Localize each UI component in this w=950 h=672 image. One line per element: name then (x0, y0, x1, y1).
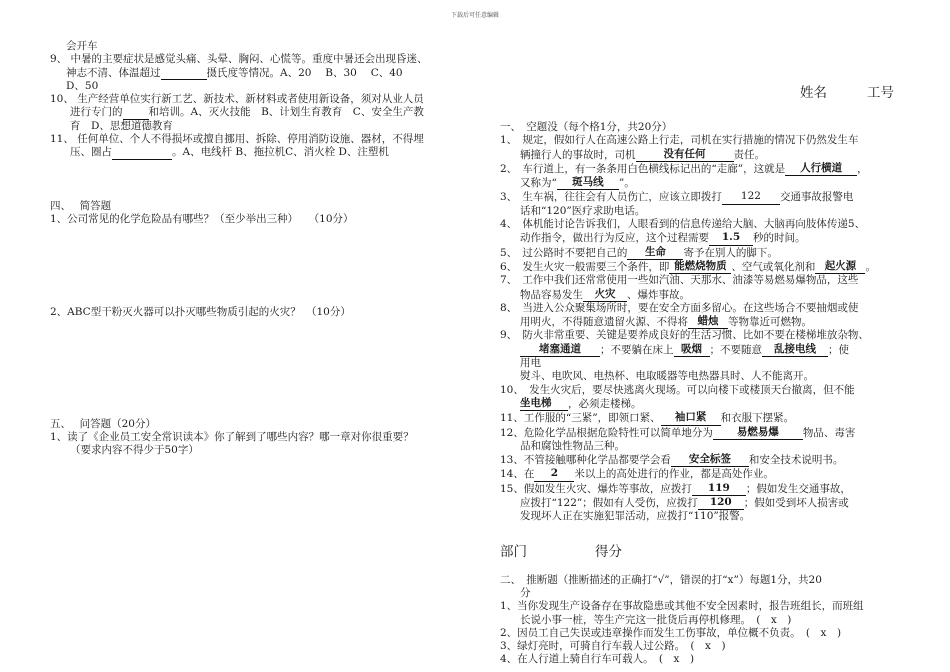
left-q10-line2: 进行专门的 和培训。A、灭火技能 B、计划生育教育 C、安全生产教 (70, 106, 424, 119)
q6-line: 6、 发生火灾一般需要三个条件，即 能燃烧物质 、空气或氧化剂和 起火源 。 (500, 259, 876, 273)
s5-question1-line2: （要求内容不得少于50字） (70, 444, 199, 457)
left-q11-line1: 11、 任何单位、个人不得损坏或擅自挪用、拆除、停用消防设施、器材，不得埋 (50, 133, 424, 146)
left-q9-line2: 神志不清、体温超过 摄氏度等情况。A、20 B、30 C、40 (66, 66, 403, 79)
q2-line1: 2、 车行道上，有一条条用白色横线标记出的“走廊”，这就是 人行横道 ， (500, 161, 868, 175)
q5-line: 5、 过公路时不要把自己的 生命 寄予在别人的脚下。 (500, 245, 778, 259)
section1-title: 一、 空题没（每个格1分，共20分） (500, 121, 673, 133)
section4-title: 四、 简答题 (50, 199, 112, 212)
q10-line1: 10、 发生火灾后，要尽快逃离火现场。可以向楼下或楼顶天台撤离，但不能 (500, 383, 855, 396)
q4-line2: 动作指令，做出行为反应，这个过程需要 1.5 秒的时间。 (520, 231, 806, 245)
q4-line1: 4、 体机能讨论告诉我们，人眼看到的信息传递给大脑、大脑再向肢体传递5、 (500, 218, 866, 231)
q14-answer[interactable]: 2 (534, 467, 574, 481)
q3-answer[interactable]: 122 (722, 190, 780, 204)
answer-blank[interactable] (123, 108, 149, 120)
tf4-line: 4、在人行道上骑自行车可载人。 ( x ) (500, 653, 695, 666)
q7-line1: 7、 工作中我们还常常使用一些如汽油、天那水、油漆等易燃易爆物品，这些 (500, 274, 859, 287)
q15-line2: 应拨打“122”；假如有人受伤，应拨打 120 ；假如受到坏人损害或 (520, 496, 849, 510)
name-label: 姓名 (800, 85, 827, 101)
score-label: 得分 (595, 543, 622, 560)
section5-title: 五、 问答题（20分） (50, 417, 156, 430)
s5-question1-line1: 1、读了《企业员工安全常识读本》你了解到了哪些内容？哪一章对你很重要？ (50, 430, 414, 443)
dept-label: 部门 (500, 543, 527, 560)
page-header: 下载后可任意编辑 (450, 12, 499, 19)
q5-answer[interactable]: 生命 (627, 246, 683, 260)
q10-answer[interactable]: 坐电梯 (520, 397, 568, 411)
q2-answer1[interactable]: 人行横道 (785, 162, 857, 176)
id-label: 工号 (867, 85, 894, 101)
q1-answer[interactable]: 没有任何 (636, 148, 734, 162)
right-column (500, 40, 910, 667)
left-q10-line1: 10、 生产经营单位实行新工艺、新技术、新材料或者使用新设备，须对从业人员 (50, 93, 424, 106)
q3-line2: 话和“120”医疗求助电话。 (520, 204, 646, 217)
q15-answer1[interactable]: 119 (692, 482, 746, 496)
q2-answer2[interactable]: 斑马线 (557, 176, 619, 190)
q15-line1: 15、假如发生火灾、爆炸等事故，应拨打 119 ；假如发生交通事故， (500, 481, 851, 495)
tf1-line1: 1、当你发现生产设备存在事故隐患或其他不安全因素时，报告班组长，而班组 (500, 600, 864, 613)
q9-line2: 堵塞通道 ；不要躺在床上 吸烟 ；不要随意 乱接电线 ；使 (500, 343, 910, 357)
tf3-line: 3、绿灯亮时，可骑自行车载人过公路。 ( x ) (500, 640, 726, 653)
dept-score-row (500, 540, 910, 560)
left-q10-line3: 育 D、思想道德教育 (70, 119, 173, 132)
q3-line1: 3、 生车祸，往往会有人员伤亡，应该立即拨打 122 交通事故报警电 (500, 190, 854, 204)
q2-line2: 又称为“ 斑马线 ”。 (520, 176, 635, 190)
s4-question1: 1、公司常见的化学危险品有哪些？（至少举出三种） （10分） (50, 212, 354, 225)
q9-line4: 熨斗、电吹风、电热杯、电取暖器等电热器具时、人不能离开。 (520, 370, 814, 383)
answer-blank[interactable] (112, 148, 172, 160)
q9-line3: 用电 (520, 357, 541, 370)
q1-line1: 1、 规定，假如行人在高速公路上行走，司机在实行措施的情况下仍然发生车 (500, 134, 859, 147)
left-q9-line1: 9、 中暑的主要症状是感觉头痛、头晕、胸闷、心慌等。重度中暑还会出现昏迷、 (50, 53, 428, 66)
q9-answer1[interactable]: 堵塞通道 (520, 343, 600, 357)
left-column (50, 40, 450, 457)
q6-answer1[interactable]: 能燃烧物质 (669, 260, 731, 274)
section2-title-line1: 二、 推断题（推断描述的正确打“√”，错误的打“x”）每题1分，共20 (500, 573, 822, 586)
q7-line2: 物品容易发生 火灾 、爆炸事故。 (520, 287, 690, 301)
q12-answer[interactable]: 易燃易爆 (713, 426, 803, 440)
tf1-line2: 长说小事一桩，等生产完这一批货后再停机修理。 ( x ) (520, 613, 792, 626)
q13-line: 13、不管接触哪种化学品都要学会看 安全标签 和安全技术说明书。 (500, 453, 844, 467)
q13-answer[interactable]: 安全标签 (671, 453, 749, 467)
q15-answer2[interactable]: 120 (698, 496, 744, 510)
q9-answer3[interactable]: 乱接电线 (762, 343, 828, 357)
section2-title-line2: 分 (520, 586, 531, 599)
q11-answer[interactable]: 袖口紧 (661, 411, 721, 425)
left-q9-line3: D、50 (66, 79, 99, 92)
q7-answer[interactable]: 火灾 (583, 288, 627, 302)
q12-line1: 12、危险化学品根据危险特性可以简单地分为 易燃易爆 物品、毒害 (500, 425, 856, 439)
q9-answer2[interactable]: 吸烟 (674, 343, 710, 357)
q12-line2: 品和腐蚀性物品三种。 (520, 439, 625, 452)
q8-tail: 会开车 (66, 40, 98, 52)
q6-answer2[interactable]: 起火源 (815, 260, 865, 274)
left-q11-line2: 压、圈占 。A、电线杆 B、拖拉机C、消火栓 D、注塑机 (70, 146, 389, 159)
q10-line2: 坐电梯 ，必须走楼梯。 (520, 396, 642, 410)
s4-question2: 2、ABC型干粉灭火器可以扑灭哪些物质引起的火灾？ （10分） (50, 306, 351, 319)
name-id-row (800, 81, 910, 101)
q15-line3: 发现坏人正在实施犯罪活动，应拨打“110”报警。 (520, 510, 751, 523)
q9-line1: 9、 防火非常重要、关键是要养成良好的生活习惯、比如不要在楼梯堆放杂物、 (500, 329, 869, 342)
tf2-line: 2、因员工自己失误或违章操作而发生工伤事故，单位概不负责。 ( x ) (500, 626, 842, 639)
q14-line: 14、在 2 米以上的高处进行的作业，都是高处作业。 (500, 467, 774, 481)
answer-blank[interactable] (161, 68, 207, 80)
q8-line1: 8、 当进入公众聚集场所时，要在安全方面多留心。在这些场合不要抽烟或使 (500, 301, 859, 314)
q8-answer[interactable]: 蜡烛 (688, 315, 728, 329)
q11-line: 11、工作服的“三紧”，即领口紧、 袖口紧 和衣服下摆紧。 (500, 411, 795, 425)
q4-answer[interactable]: 1.5 (709, 231, 753, 245)
q1-line2: 辆撞行人的事故时，司机 没有任何 责任。 (520, 147, 765, 161)
q8-line2: 用明火，不得随意遗留火源、不得将 蜡烛 等物靠近可燃物。 (520, 315, 812, 329)
